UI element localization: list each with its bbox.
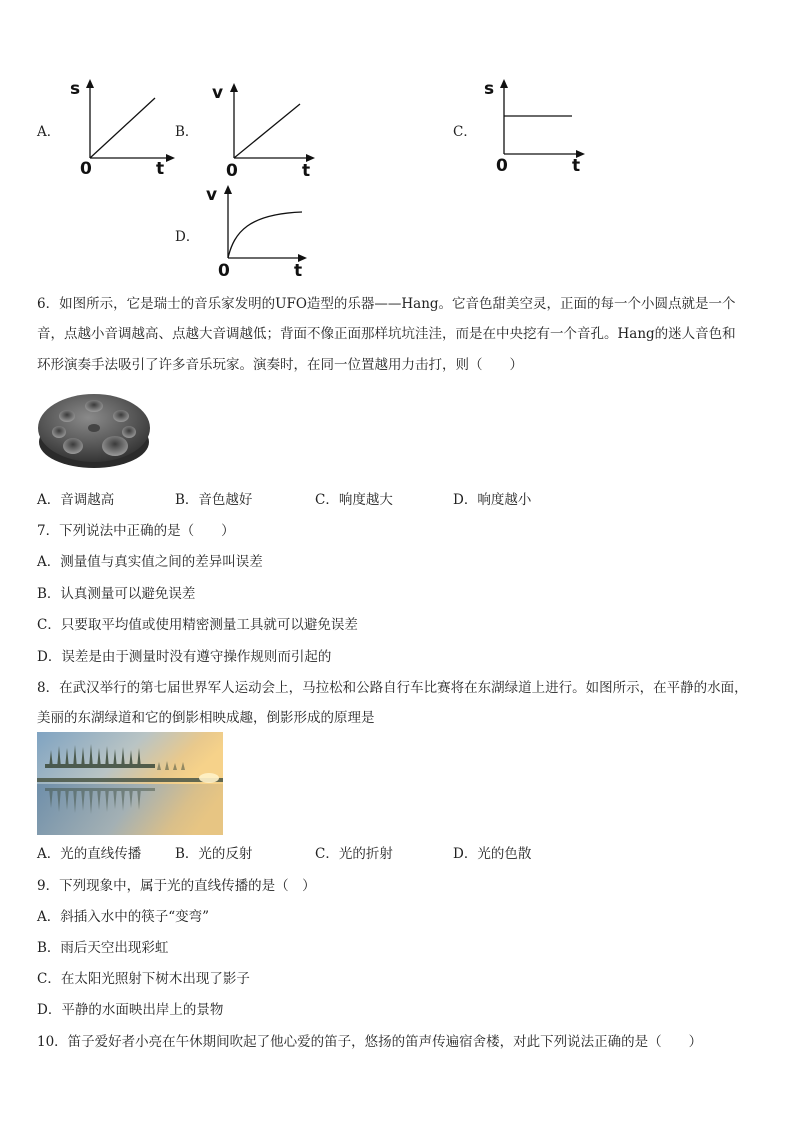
q10-stem: 10．笛子爱好者小亮在午休期间吹起了他心爱的笛子，悠扬的笛声传遍宿舍楼，对此下列说法正确的是（ ） xyxy=(37,1034,703,1050)
q8-option-a[interactable]: A．光的直线传播 xyxy=(37,846,142,862)
q5-c-yaxis-label: s xyxy=(484,79,495,99)
q5-graph-b xyxy=(212,80,322,184)
q6-option-a[interactable]: A．音调越高 xyxy=(37,492,115,508)
q5-a-origin-label: 0 xyxy=(80,159,92,176)
q6-option-b[interactable]: B．音色越好 xyxy=(175,492,253,508)
q8-stem-line-1: 8．在武汉举行的第七届世界军人运动会上，马拉松和公路自行车比赛将在东湖绿道上进行。如图所示，在平静的水面， xyxy=(37,680,748,696)
q6-stem-line-3: 环形演奏手法吸引了许多音乐玩家。演奏时，在同一位置越用力击打，则（ ） xyxy=(37,357,523,373)
q5-d-yaxis-label: v xyxy=(206,185,218,205)
q5-d-xaxis-label: t xyxy=(294,261,303,281)
q7-stem: 7．下列说法中正确的是（ ） xyxy=(37,523,235,539)
q8-options xyxy=(37,842,759,862)
q5-graph-d xyxy=(204,182,314,286)
q5-d-origin-label: 0 xyxy=(218,261,230,281)
q5-option-c-label: C． xyxy=(453,124,477,140)
donghu-greenway-reflection-image xyxy=(37,732,223,835)
q7-option-a[interactable]: A．测量值与真实值之间的差异叫误差 xyxy=(37,554,263,570)
q8-option-b[interactable]: B．光的反射 xyxy=(175,846,253,862)
q5-c-origin-label: 0 xyxy=(496,156,508,176)
q8-stem-line-2: 美丽的东湖绿道和它的倒影相映成趣，倒影形成的原理是 xyxy=(37,710,375,726)
q5-option-b-label: B． xyxy=(175,124,199,140)
q7-option-c[interactable]: C．只要取平均值或使用精密测量工具就可以避免误差 xyxy=(37,617,358,633)
q8-option-d[interactable]: D．光的色散 xyxy=(453,846,532,862)
q5-option-d-label: D． xyxy=(175,229,200,245)
q5-b-yaxis-label: v xyxy=(212,83,224,103)
q6-options xyxy=(37,488,759,508)
q5-b-origin-label: 0 xyxy=(226,161,238,180)
q9-option-a[interactable]: A．斜插入水中的筷子“变弯” xyxy=(37,909,210,925)
q5-option-a-label: A． xyxy=(37,124,61,140)
q5-b-xaxis-label: t xyxy=(302,161,311,180)
q5-a-yaxis-label: s xyxy=(70,79,81,99)
q9-option-d[interactable]: D．平静的水面映出岸上的景物 xyxy=(37,1002,224,1018)
q5-graph-a xyxy=(70,76,180,180)
q7-option-b[interactable]: B．认真测量可以避免误差 xyxy=(37,586,196,602)
q9-option-c[interactable]: C．在太阳光照射下树木出现了影子 xyxy=(37,971,250,987)
hang-instrument-image xyxy=(37,388,151,472)
q6-option-d[interactable]: D．响度越小 xyxy=(453,492,532,508)
q7-option-d[interactable]: D．误差是由于测量时没有遵守操作规则而引起的 xyxy=(37,649,332,665)
q5-c-xaxis-label: t xyxy=(572,156,581,176)
q6-stem-line-2: 音，点越小音调越高、点越大音调越低；背面不像正面那样坑坑洼洼，而是在中央挖有一个音孔。Hang的迷人音色和 xyxy=(37,326,736,342)
q6-stem-line-1: 6．如图所示，它是瑞士的音乐家发明的UFO造型的乐器——Hang。它音色甜美空灵，正面的每一个小圆点就是一个 xyxy=(37,296,736,312)
q9-stem: 9．下列现象中，属于光的直线传播的是（ ） xyxy=(37,878,316,894)
q5-graph-c xyxy=(482,76,592,180)
q5-a-xaxis-label: t xyxy=(156,159,165,176)
q6-option-c[interactable]: C．响度越大 xyxy=(315,492,393,508)
q9-option-b[interactable]: B．雨后天空出现彩虹 xyxy=(37,940,169,956)
q8-option-c[interactable]: C．光的折射 xyxy=(315,846,393,862)
